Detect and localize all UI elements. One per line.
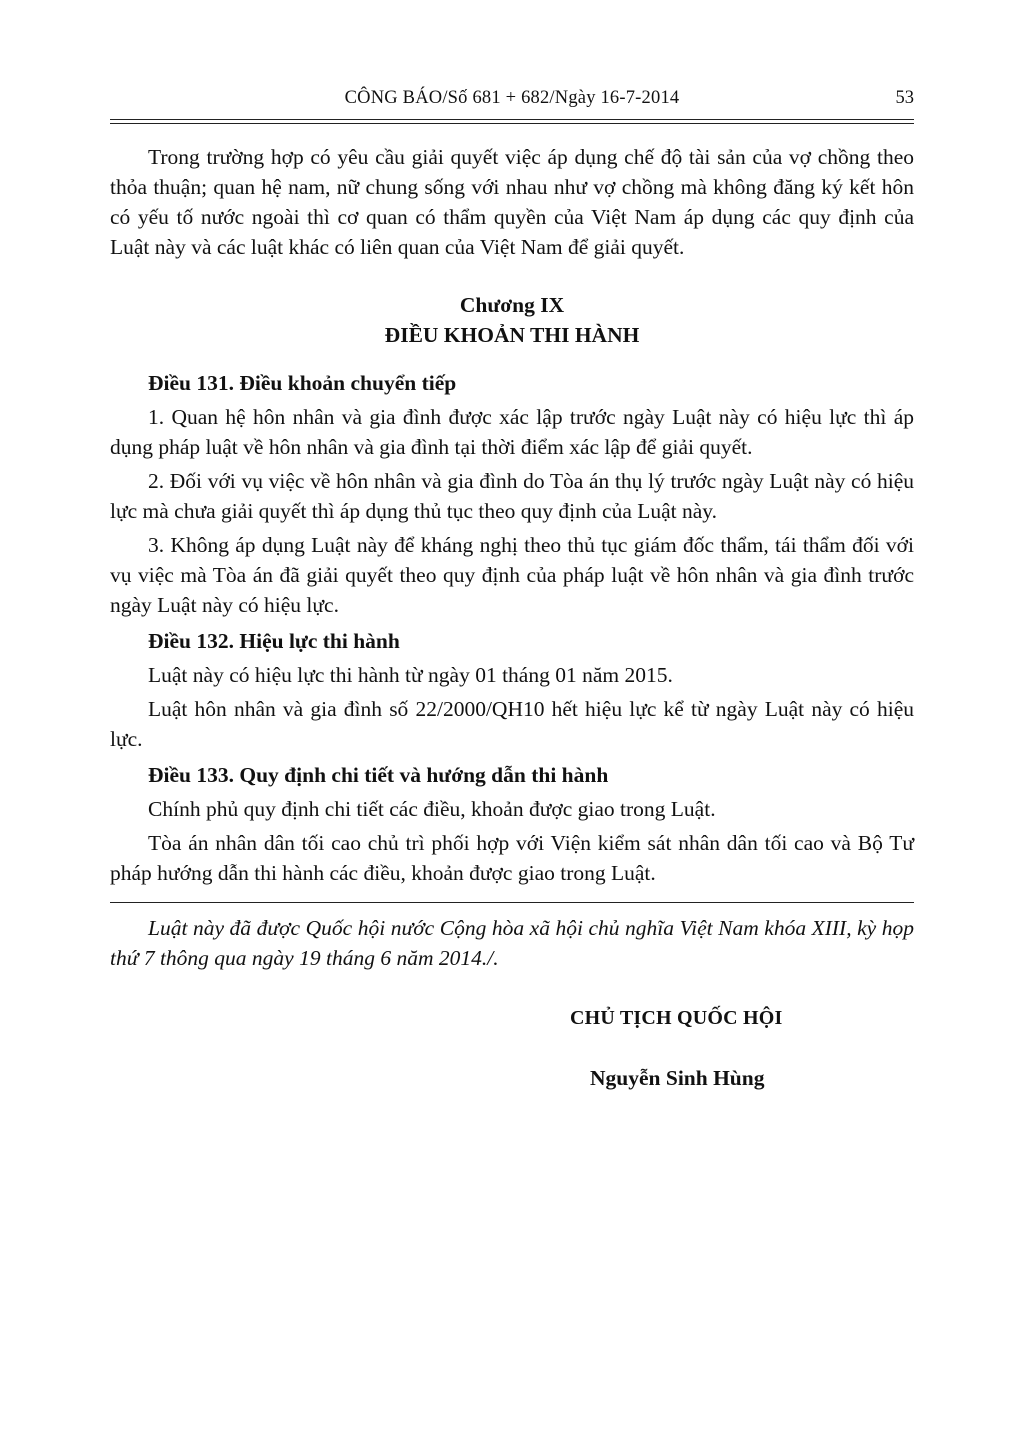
- header-double-rule: [110, 119, 914, 124]
- page-header: [110, 88, 914, 118]
- article-131-clause-1: 1. Quan hệ hôn nhân và gia đình được xác lập trước ngày Luật này có hiệu lực thì áp dụng pháp luật về hôn nhân và gia đình tại thời điểm xác lập để giải quyết.: [110, 405, 914, 459]
- page-number: 53: [895, 88, 914, 108]
- closing-note: Luật này đã được Quốc hội nước Cộng hòa xã hội chủ nghĩa Việt Nam khóa XIII, kỳ họp thứ 7 thông qua ngày 19 tháng 6 năm 2014./.: [110, 916, 914, 970]
- article-133-heading: Điều 133. Quy định chi tiết và hướng dẫn thi hành: [148, 763, 609, 787]
- article-132-paragraph-2: Luật hôn nhân và gia đình số 22/2000/QH10 hết hiệu lực kể từ ngày Luật này có hiệu lực.: [110, 697, 914, 751]
- chapter-number: Chương IX: [459, 293, 565, 317]
- intro-paragraph: Trong trường hợp có yêu cầu giải quyết việc áp dụng chế độ tài sản của vợ chồng theo thỏa thuận; quan hệ nam, nữ chung sống với nhau như vợ chồng mà không đăng ký kết hôn có yếu tố nước ngoài thì cơ quan có thẩm quyền của Việt Nam áp dụng các quy định của Luật này và các luật khác có liên quan của Việt Nam để giải quyết.: [110, 145, 914, 259]
- article-131-heading: Điều 131. Điều khoản chuyển tiếp: [148, 371, 457, 395]
- article-131-clause-2: 2. Đối với vụ việc về hôn nhân và gia đình do Tòa án thụ lý trước ngày Luật này có hiệu lực mà chưa giải quyết thì áp dụng thủ tục theo quy định của Luật này.: [110, 469, 914, 523]
- chapter-title: ĐIỀU KHOẢN THI HÀNH: [384, 323, 640, 347]
- signatory-name: Nguyễn Sinh Hùng: [590, 1066, 765, 1090]
- article-132-paragraph-1: Luật này có hiệu lực thi hành từ ngày 01 tháng 01 năm 2015.: [148, 663, 673, 687]
- article-133-paragraph-2: Tòa án nhân dân tối cao chủ trì phối hợp với Viện kiểm sát nhân dân tối cao và Bộ Tư pháp hướng dẫn thi hành các điều, khoản được giao trong Luật.: [110, 831, 914, 885]
- gazette-title: CÔNG BÁO/Số 681 + 682/Ngày 16-7-2014: [344, 88, 680, 108]
- closing-divider: [110, 902, 914, 903]
- article-131-clause-3: 3. Không áp dụng Luật này để kháng nghị theo thủ tục giám đốc thẩm, tái thẩm đối với vụ việc mà Tòa án đã giải quyết theo quy định của pháp luật về hôn nhân và gia đình trước ngày Luật này có hiệu lực.: [110, 533, 914, 617]
- article-133-paragraph-1: Chính phủ quy định chi tiết các điều, khoản được giao trong Luật.: [148, 797, 716, 821]
- document-body: [110, 142, 914, 1093]
- article-132-heading: Điều 132. Hiệu lực thi hành: [148, 629, 400, 653]
- signatory-title: CHỦ TỊCH QUỐC HỘI: [570, 1007, 783, 1029]
